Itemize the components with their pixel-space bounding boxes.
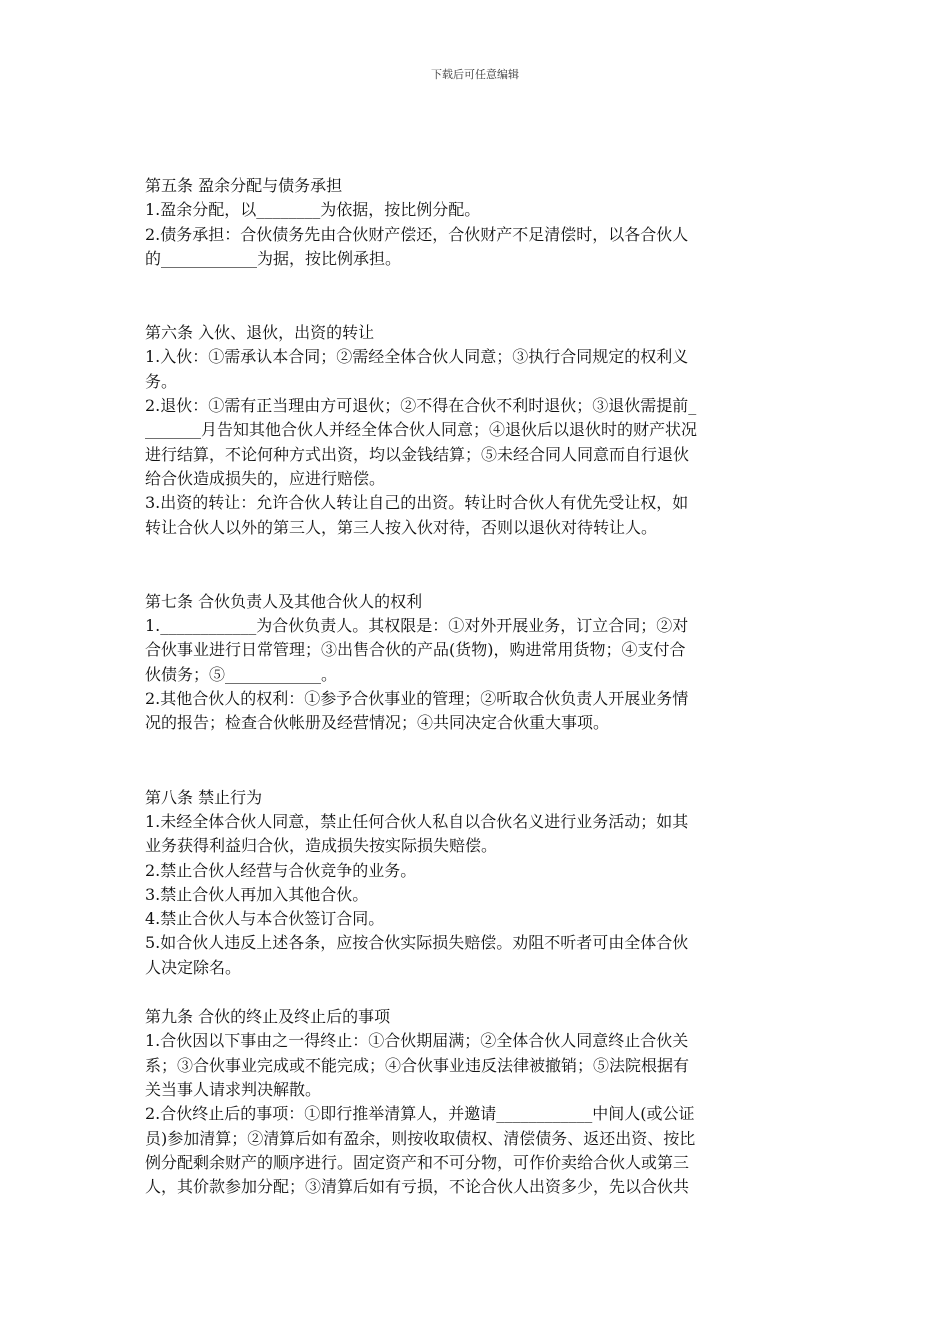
- paragraph-line: 2.禁止合伙人经营与合伙竞争的业务。: [145, 860, 417, 880]
- paragraph-line: 2.其他合伙人的权利：①参予合伙事业的管理；②听取合伙负责人开展业务情: [145, 689, 689, 709]
- paragraph-line: 1.入伙：①需承认本合同；②需经全体合伙人同意；③执行合同规定的权利义: [145, 347, 689, 367]
- paragraph-line: 给合伙造成损失的，应进行赔偿。: [145, 468, 386, 488]
- paragraph-line: 3.出资的转让：允许合伙人转让自己的出资。转让时合伙人有优先受让权，如: [145, 493, 689, 513]
- article-title: 第六条 入伙、退伙，出资的转让: [145, 323, 375, 343]
- document-body: [145, 174, 805, 1199]
- paragraph-line: 况的报告；检查合伙帐册及经营情况；④共同决定合伙重大事项。: [145, 713, 610, 733]
- paragraph-line: _______月告知其他合伙人并经全体合伙人同意；④退伙后以退伙时的财产状况: [145, 420, 698, 440]
- paragraph-line: 例分配剩余财产的顺序进行。固定资产和不可分物，可作价卖给合伙人或第三: [145, 1152, 690, 1172]
- paragraph-line: 员)参加清算；②清算后如有盈余，则按收取债权、清偿债务、返还出资、按比: [145, 1128, 696, 1148]
- article-7: [145, 590, 805, 736]
- paragraph-line: 2.退伙：①需有正当理由方可退伙；②不得在合伙不利时退伙；③退伙需提前_: [145, 396, 697, 416]
- paragraph-line: 1.未经全体合伙人同意，禁止任何合伙人私自以合伙名义进行业务活动；如其: [145, 811, 689, 831]
- paragraph-line: 合伙事业进行日常管理；③出售合伙的产品(货物)，购进常用货物；④支付合: [145, 640, 686, 660]
- paragraph-line: 进行结算，不论何种方式出资，均以金钱结算；⑤未经合同人同意而自行退伙: [145, 444, 690, 464]
- article-9: [145, 1005, 805, 1199]
- paragraph-line: 伙债务；⑤____________。: [145, 664, 338, 684]
- paragraph-line: 1.合伙因以下事由之一得终止：①合伙期届满；②全体合伙人同意终止合伙关: [145, 1031, 689, 1051]
- paragraph-line: 1.____________为合伙负责人。其权限是：①对外开展业务，订立合同；②对: [145, 616, 689, 636]
- paragraph-line: 务。: [145, 371, 178, 391]
- article-5: [145, 174, 805, 271]
- paragraph-line: 5.如合伙人违反上述各条，应按合伙实际损失赔偿。劝阻不听者可由全体合伙: [145, 933, 689, 953]
- page-header: 下载后可任意编辑: [431, 68, 519, 81]
- article-title: 第五条 盈余分配与债务承担: [145, 176, 343, 195]
- article-6: [145, 321, 805, 540]
- article-title: 第九条 合伙的终止及终止后的事项: [145, 1007, 391, 1027]
- paragraph-line: 关当事人请求判决解散。: [145, 1079, 322, 1099]
- paragraph-line: 转让合伙人以外的第三人，第三人按入伙对待，否则以退伙对待转让人。: [145, 517, 658, 537]
- article-title: 第八条 禁止行为: [145, 787, 263, 807]
- paragraph-line: 业务获得利益归合伙，造成损失按实际损失赔偿。: [145, 836, 498, 856]
- paragraph-line: 系；③合伙事业完成或不能完成；④合伙事业违反法律被撤销；⑤法院根据有: [145, 1055, 690, 1075]
- paragraph-line: 人，其价款参加分配；③清算后如有亏损，不论合伙人出资多少，先以合伙共: [145, 1177, 690, 1197]
- paragraph-line: 2.债务承担：合伙债务先由合伙财产偿还，合伙财产不足清偿时，以各合伙人: [145, 224, 689, 244]
- paragraph-line: 的____________为据，按比例承担。: [145, 248, 402, 268]
- paragraph-line: 2.合伙终止后的事项：①即行推举清算人，并邀请____________中间人(或公证: [145, 1104, 695, 1124]
- article-title: 第七条 合伙负责人及其他合伙人的权利: [145, 591, 423, 611]
- paragraph-line: 3.禁止合伙人再加入其他合伙。: [145, 884, 369, 904]
- paragraph-line: 人决定除名。: [145, 957, 242, 977]
- paragraph-line: 1.盈余分配，以________为依据，按比例分配。: [145, 200, 481, 220]
- article-8: [145, 786, 805, 980]
- paragraph-line: 4.禁止合伙人与本合伙签订合同。: [145, 909, 385, 929]
